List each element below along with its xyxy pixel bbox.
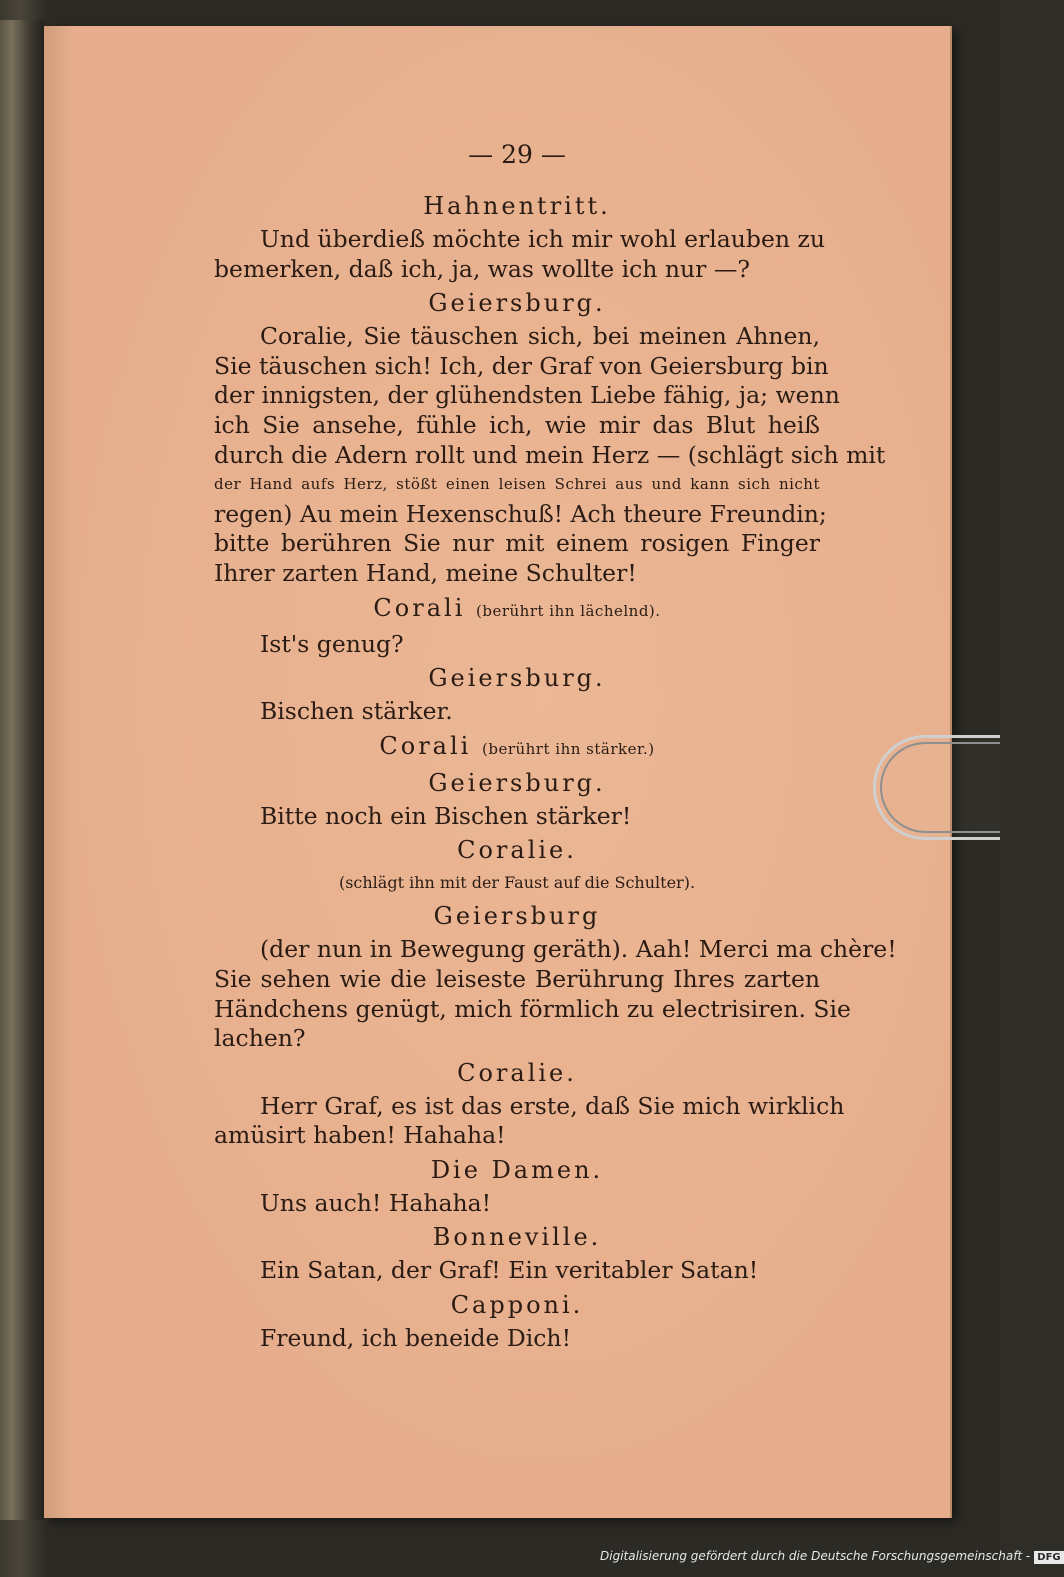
speaker-name: Geiersburg. — [428, 289, 606, 318]
stage-direction-line: der Hand aufs Herz, stößt einen leisen Schrei aus und kann sich nicht — [214, 475, 820, 494]
text-line: bemerken, daß ich, ja, was wollte ich nur —? — [214, 254, 750, 283]
text-line: Uns auch! Hahaha! — [260, 1188, 492, 1217]
text-line: Freund, ich beneide Dich! — [260, 1324, 572, 1353]
page-number: — 29 — — [468, 140, 566, 169]
speaker-name: Coralie. — [457, 836, 577, 865]
text-line: Und überdieß möchte ich mir wohl erlauben zu — [260, 225, 825, 253]
text-line: der innigsten, der glühendsten Liebe fähig, ja; wenn — [214, 381, 840, 410]
text-line: Bischen stärker. — [260, 697, 453, 726]
text-line: regen) Au mein Hexenschuß! Ach theure Freundin; — [214, 499, 827, 528]
text-line: lachen? — [214, 1024, 306, 1053]
text-line: ich Sie ansehe, fühle ich, wie mir das Blut heiß — [214, 410, 820, 439]
text-line: amüsirt haben! Hahaha! — [214, 1121, 506, 1150]
speaker-name: Corali — [379, 731, 472, 760]
digitization-credit — [600, 1549, 1064, 1564]
text-line: durch die Adern rollt und mein Herz — (schlägt sich mit — [214, 440, 886, 469]
speaker-name: Coralie. — [457, 1058, 577, 1087]
text-line: Herr Graf, es ist das erste, daß Sie mich wirklich — [260, 1091, 845, 1120]
stage-direction: (berührt ihn stärker.) — [481, 739, 655, 758]
speaker-name: Geiersburg — [433, 902, 601, 931]
speaker-with-direction — [214, 593, 820, 626]
speaker-name: Geiersburg. — [428, 768, 606, 797]
text-line: Händchens genügt, mich förmlich zu electrisiren. Sie — [214, 994, 851, 1023]
page-text — [214, 140, 897, 1354]
stage-direction: (schlägt ihn mit der Faust auf die Schulter). — [338, 873, 696, 893]
text-line: Bitte noch ein Bischen stärker! — [260, 801, 632, 830]
text-line: Ist's genug? — [260, 629, 404, 658]
text-line: Ihrer zarten Hand, meine Schulter! — [214, 558, 637, 587]
book-binding — [0, 20, 44, 1520]
speaker-name: Capponi. — [450, 1291, 584, 1320]
dfg-logo: DFG — [1034, 1551, 1063, 1564]
speaker-name: Corali — [373, 593, 466, 622]
speaker-name: Bonneville. — [432, 1223, 602, 1252]
speaker-name: Geiersburg. — [428, 664, 606, 693]
speaker-with-direction — [214, 731, 820, 764]
paper-clip-inner — [880, 742, 1000, 833]
speaker-name: Hahnentritt. — [423, 192, 611, 220]
text-line: Sie sehen wie die leiseste Berührung Ihres zarten — [214, 964, 820, 993]
speaker-name: Die Damen. — [430, 1155, 604, 1184]
text-line: Sie täuschen sich! Ich, der Graf von Geiersburg bin — [214, 351, 829, 380]
text-line: Ein Satan, der Graf! Ein veritabler Satan! — [260, 1256, 759, 1285]
credit-text: Digitalisierung gefördert durch die Deutsche Forschungsgemeinschaft - — [600, 1549, 1031, 1563]
text-line: (der nun in Bewegung geräth). Aah! Merci ma chère! — [260, 935, 897, 964]
text-line: bitte berühren Sie nur mit einem rosigen Finger — [214, 529, 820, 558]
text-line: Coralie, Sie täuschen sich, bei meinen Ahnen, — [260, 322, 820, 351]
stage-direction: (berührt ihn lächelnd). — [476, 601, 661, 620]
